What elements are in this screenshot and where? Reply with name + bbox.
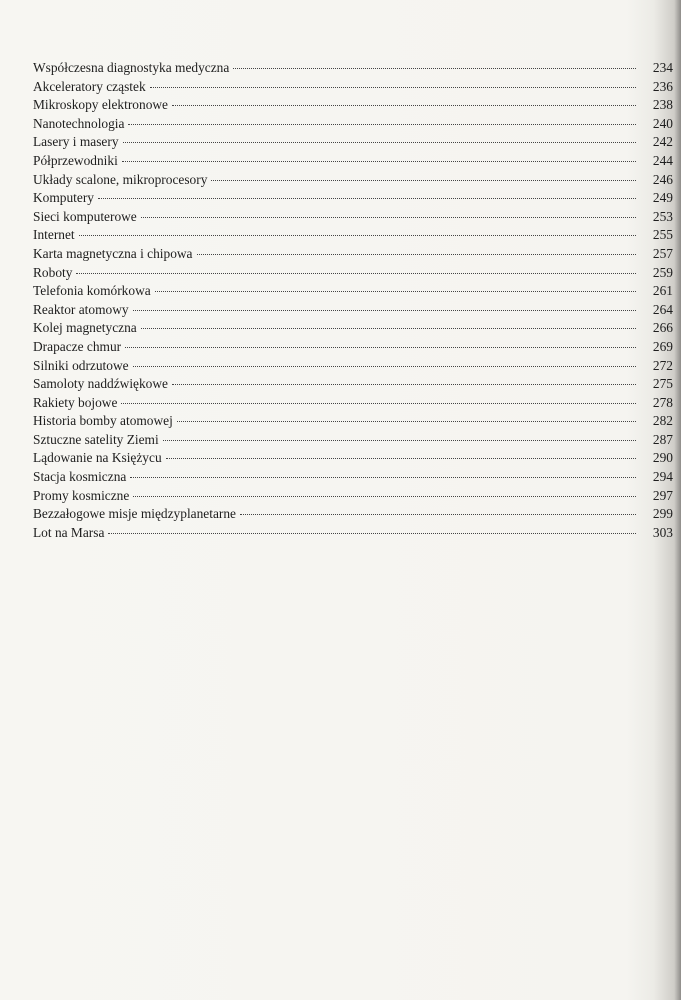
- dot-leader: [121, 403, 636, 404]
- toc-entry-title: Lądowanie na Księżycu: [33, 450, 162, 466]
- toc-entry-page-number: 264: [652, 301, 673, 317]
- dot-leader: [133, 366, 636, 367]
- dot-leader: [172, 384, 636, 385]
- toc-entry: [33, 468, 673, 487]
- toc-entry-page-number: 266: [652, 320, 673, 336]
- dot-leader: [130, 477, 636, 478]
- toc-entry-title: Internet: [33, 227, 75, 243]
- toc-entry-page-number: 290: [652, 450, 673, 466]
- toc-entry-page-number: 236: [652, 78, 673, 94]
- toc-entry-title: Reaktor atomowy: [33, 301, 129, 317]
- toc-entry-page-number: 303: [652, 524, 673, 540]
- toc-entry-page-number: 234: [652, 60, 673, 75]
- toc-entry: [33, 412, 673, 431]
- dot-leader: [98, 198, 636, 199]
- toc-entry-title: Półprzewodniki: [33, 152, 118, 168]
- toc-entry: [33, 449, 673, 468]
- toc-entry: [33, 208, 673, 227]
- dot-leader: [211, 180, 636, 181]
- toc-entry-title: Kolej magnetyczna: [33, 320, 137, 336]
- toc-entry-page-number: 246: [652, 171, 673, 187]
- toc-entry-page-number: 261: [652, 283, 673, 299]
- dot-leader: [177, 421, 636, 422]
- dot-leader: [122, 161, 636, 162]
- toc-entry-title: Stacja kosmiczna: [33, 469, 127, 485]
- dot-leader: [240, 514, 636, 515]
- toc-entry: [33, 133, 673, 152]
- toc-entry-title: Drapacze chmur: [33, 338, 122, 354]
- toc-entry-title: Akceleratory cząstek: [33, 78, 146, 94]
- toc-entry-page-number: 269: [652, 338, 673, 354]
- toc-entry-title: Nanotechnologia: [33, 115, 125, 131]
- toc-entry-page-number: 299: [652, 506, 673, 522]
- dot-leader: [79, 235, 636, 236]
- toc-entry-title: Bezzałogowe misje międzyplanetarne: [33, 506, 237, 522]
- toc-entry-title: Układy scalone, mikroprocesory: [33, 171, 208, 187]
- dot-leader: [133, 496, 636, 497]
- toc-entry-page-number: 249: [652, 190, 673, 206]
- toc-entry-title: Rakiety bojowe: [33, 394, 118, 410]
- table-of-contents: [33, 59, 673, 542]
- toc-entry-title: Sieci komputerowe: [33, 208, 137, 224]
- toc-entry: [33, 524, 673, 543]
- toc-entry-page-number: 272: [652, 357, 673, 373]
- dot-leader: [141, 217, 636, 218]
- dot-leader: [123, 142, 636, 143]
- toc-entry: [33, 487, 673, 506]
- toc-entry-page-number: 244: [652, 152, 673, 168]
- toc-entry-title: Mikroskopy elektronowe: [33, 97, 168, 113]
- toc-entry-title: Roboty: [33, 264, 73, 280]
- toc-entry-page-number: 253: [652, 208, 673, 224]
- dot-leader: [172, 105, 636, 106]
- dot-leader: [233, 68, 636, 69]
- toc-entry-title: Współczesna diagnostyka medyczna: [33, 60, 230, 75]
- dot-leader: [128, 124, 636, 125]
- toc-entry-title: Komputery: [33, 190, 94, 206]
- toc-entry: [33, 96, 673, 115]
- toc-entry: [33, 245, 673, 264]
- dot-leader: [108, 533, 636, 534]
- toc-entry-page-number: 278: [652, 394, 673, 410]
- toc-entry-page-number: 282: [652, 413, 673, 429]
- toc-entry-page-number: 275: [652, 376, 673, 392]
- toc-entry-page-number: 294: [652, 469, 673, 485]
- toc-entry: [33, 338, 673, 357]
- toc-entry: [33, 78, 673, 97]
- toc-entry: [33, 431, 673, 450]
- toc-entry: [33, 357, 673, 376]
- toc-entry-title: Sztuczne satelity Ziemi: [33, 431, 159, 447]
- toc-entry: [33, 189, 673, 208]
- toc-entry-title: Promy kosmiczne: [33, 487, 130, 503]
- toc-entry: [33, 264, 673, 283]
- toc-entry-title: Lasery i masery: [33, 134, 119, 150]
- dot-leader: [166, 458, 636, 459]
- toc-entry: [33, 394, 673, 413]
- toc-entry-page-number: 240: [652, 115, 673, 131]
- toc-entry: [33, 226, 673, 245]
- dot-leader: [150, 87, 636, 88]
- dot-leader: [133, 310, 636, 311]
- toc-entry-title: Karta magnetyczna i chipowa: [33, 245, 193, 261]
- toc-entry-page-number: 287: [652, 431, 673, 447]
- dot-leader: [141, 328, 636, 329]
- toc-entry-title: Historia bomby atomowej: [33, 413, 173, 429]
- dot-leader: [155, 291, 636, 292]
- dot-leader: [76, 273, 636, 274]
- dot-leader: [125, 347, 636, 348]
- toc-entry: [33, 319, 673, 338]
- toc-entry-page-number: 257: [652, 245, 673, 261]
- toc-entry-page-number: 238: [652, 97, 673, 113]
- toc-entry: [33, 152, 673, 171]
- toc-entry-page-number: 297: [652, 487, 673, 503]
- toc-entry: [33, 301, 673, 320]
- toc-entry-title: Samoloty naddźwiękowe: [33, 376, 168, 392]
- dot-leader: [197, 254, 637, 255]
- toc-entry: [33, 505, 673, 524]
- toc-entry-page-number: 242: [652, 134, 673, 150]
- toc-entry: [33, 115, 673, 134]
- toc-entry-title: Telefonia komórkowa: [33, 283, 151, 299]
- toc-entry-title: Silniki odrzutowe: [33, 357, 129, 373]
- toc-entry: [33, 59, 673, 78]
- toc-entry: [33, 171, 673, 190]
- dot-leader: [163, 440, 636, 441]
- toc-entry-title: Lot na Marsa: [33, 524, 105, 540]
- toc-entry-page-number: 259: [652, 264, 673, 280]
- toc-entry: [33, 375, 673, 394]
- toc-entry: [33, 282, 673, 301]
- toc-entry-page-number: 255: [652, 227, 673, 243]
